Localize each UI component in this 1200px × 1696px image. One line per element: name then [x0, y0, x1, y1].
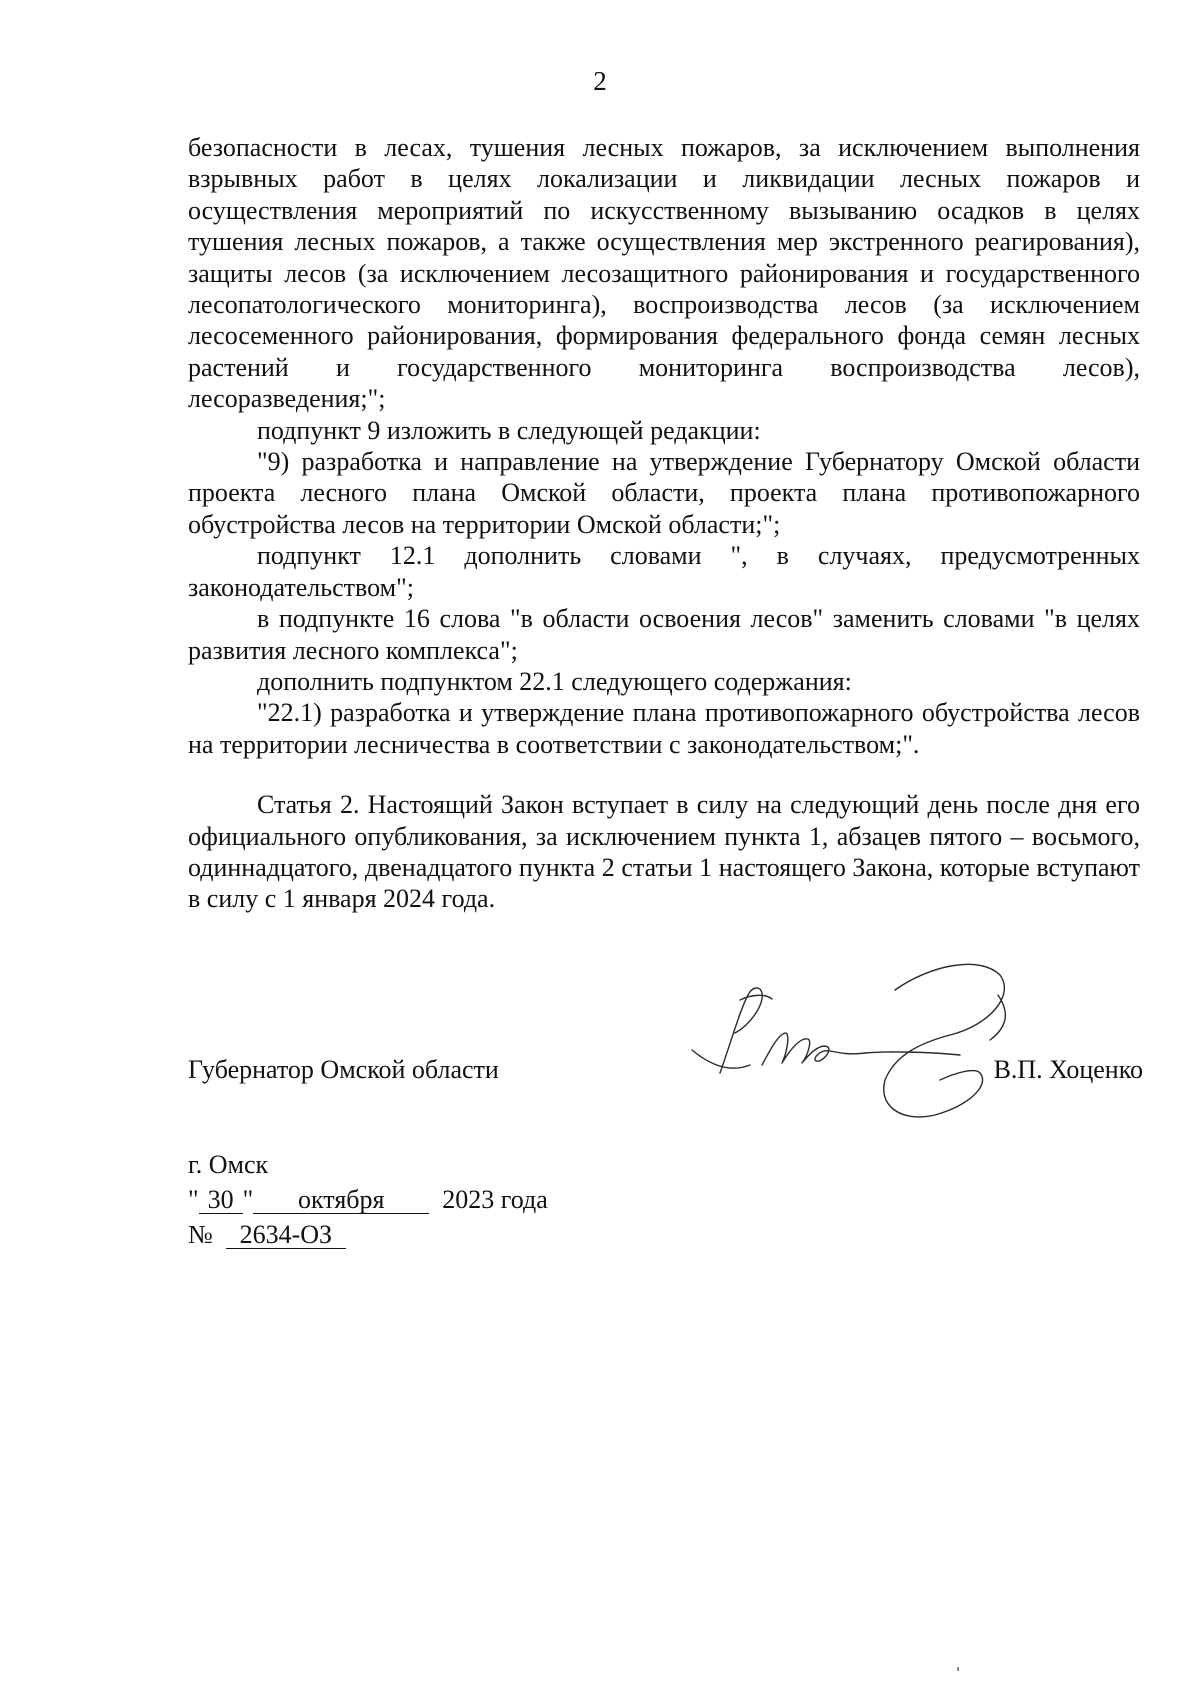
page-number: 2: [593, 66, 607, 96]
paragraph-subitem-16: в подпункте 16 слова "в области освоения лесов" заменить словами "в целях развития лесного комплекса";: [188, 604, 1140, 665]
paragraph-article-2: Статья 2. Настоящий Закон вступает в силу на следующий день после дня его официального опубликования, за исключением пункта 1, абзацев пятого – восьмого, одиннадцатого, двенадцатого пункта 2 статьи 1 настоящего Закона, которые вступают в силу с 1 января 2024 года.: [188, 790, 1140, 914]
law-number: [188, 1220, 346, 1250]
paragraph-subitem-9-intro: подпункт 9 изложить в следующей редакции:: [257, 415, 761, 445]
paragraph-subitem-22-1-text: "22.1) разработка и утверждение плана противопожарного обустройства лесов на территории лесничества в соответствии с законодательством;".: [188, 698, 1140, 759]
law-number-value: 2634-ОЗ: [226, 1222, 346, 1249]
paragraph-continuation: безопасности в лесах, тушения лесных пожаров, за исключением выполнения взрывных работ в целях локализации и ликвидации лесных пожаров и осуществления мероприятий по искусственному вызыванию осадков в целях тушения лесных пожаров, а также осуществления мер экстренного реагирования), защиты лесов (за исключением лесозащитного районирования и государственного лесопатологического мониторинга), воспроизводства лесов (за исключением лесосеменного районирования, формирования федерального фонда семян лесных растений и государственного мониторинга воспроизводства лесов), лесоразведения;";: [188, 133, 1140, 414]
document-body: [188, 132, 1140, 915]
date-quote-open: ": [188, 1185, 199, 1214]
signatory-name: В.П. Хоценко: [993, 1055, 1143, 1084]
number-sign: №: [188, 1220, 213, 1249]
date-year: 2023 года: [442, 1185, 548, 1214]
date-month: октября: [253, 1187, 429, 1214]
paragraph-subitem-9-text: "9) разработка и направление на утверждение Губернатору Омской области проекта лесного плана Омской области, проекта плана противопожарного обустройства лесов на территории Омской области;";: [188, 447, 1140, 539]
signing-date: [188, 1185, 548, 1215]
date-quote-close: ": [242, 1185, 254, 1214]
paragraph-subitem-22-1-intro: дополнить подпунктом 22.1 следующего содержания:: [257, 666, 852, 696]
place-of-signing: г. Омск: [188, 1150, 269, 1179]
paragraph-subitem-12-1: подпункт 12.1 дополнить словами ", в случаях, предусмотренных законодательством";: [188, 541, 1140, 602]
scan-speck: [957, 1667, 959, 1671]
signatory-title: Губернатор Омской области: [188, 1055, 499, 1084]
date-day: 30: [199, 1187, 243, 1214]
